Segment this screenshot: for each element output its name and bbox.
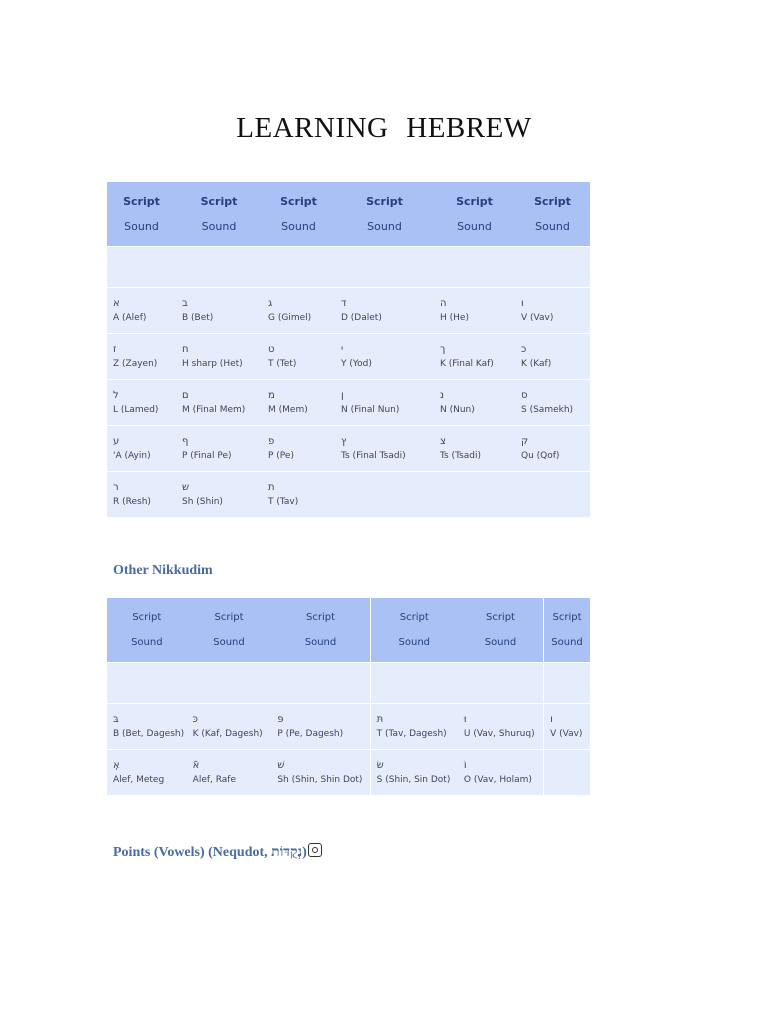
letter-cell xyxy=(335,288,434,334)
letter-cell xyxy=(107,704,187,750)
hebrew-glyph: בּ xyxy=(113,714,119,725)
letter-cell xyxy=(262,472,335,518)
hebrew-glyph: שׁ xyxy=(277,760,285,771)
letter-cell xyxy=(515,380,590,426)
letter-sound: T (Tet) xyxy=(268,359,297,369)
hebrew-glyph: ן xyxy=(341,390,344,401)
letter-cell xyxy=(544,750,590,796)
header-cell: Script Sound xyxy=(456,195,493,233)
letter-sound: S (Samekh) xyxy=(521,405,574,415)
table-header-row xyxy=(107,598,590,663)
letter-cell xyxy=(176,426,262,472)
other-nikkudim-table xyxy=(107,598,590,795)
letter-sound: Y (Yod) xyxy=(341,359,372,369)
letter-sound: T (Tav, Dagesh) xyxy=(376,729,447,739)
letter-sound: Ts (Tsadi) xyxy=(440,451,482,461)
letter-cell xyxy=(176,380,262,426)
header-cell: Script Sound xyxy=(370,598,458,663)
letter-sound: Alef, Rafe xyxy=(192,775,237,785)
letter-sound: G (Gimel) xyxy=(268,313,312,323)
hebrew-glyph: פ xyxy=(268,436,275,447)
hebrew-glyph: ך xyxy=(440,344,446,355)
letter-sound: T (Tav) xyxy=(268,497,299,507)
letter-sound: Sh (Shin) xyxy=(182,497,223,507)
table-row xyxy=(107,426,590,472)
letter-cell xyxy=(434,288,515,334)
letter-sound: K (Kaf, Dagesh) xyxy=(192,729,263,739)
letter-cell xyxy=(515,426,590,472)
letter-sound: Z (Zayen) xyxy=(113,359,158,369)
letter-sound: R (Resh) xyxy=(113,497,151,507)
hebrew-glyph: ו xyxy=(521,298,524,309)
letter-cell xyxy=(434,334,515,380)
header-cell: Script Sound xyxy=(123,195,160,233)
letter-cell xyxy=(335,334,434,380)
letter-sound: Alef, Meteg xyxy=(113,775,165,785)
letter-cell xyxy=(515,472,590,518)
letter-cell xyxy=(262,334,335,380)
blank-row xyxy=(107,663,590,704)
hebrew-glyph: כ xyxy=(521,344,527,355)
letter-cell xyxy=(262,380,335,426)
hebrew-glyph: ץ xyxy=(341,436,347,447)
letter-cell xyxy=(107,426,176,472)
header-cell: Script Sound xyxy=(534,195,571,233)
hebrew-glyph: שׂ xyxy=(376,760,384,771)
header-cell: Script Sound xyxy=(280,195,317,233)
table-header-row xyxy=(107,182,590,247)
hebrew-glyph: ש xyxy=(182,482,190,493)
hebrew-glyph: וּ xyxy=(463,714,467,725)
letter-cell xyxy=(187,750,272,796)
letter-sound: U (Vav, Shuruq) xyxy=(463,729,535,739)
header-cell: Script Sound xyxy=(131,612,163,648)
letter-sound: O (Vav, Holam) xyxy=(463,775,532,785)
hebrew-glyph: א xyxy=(113,298,120,309)
hebrew-glyph: צ xyxy=(440,436,446,447)
letter-cell xyxy=(107,288,176,334)
letter-cell xyxy=(335,380,434,426)
hebrew-glyph: ז xyxy=(113,344,117,355)
header-cell: Script Sound xyxy=(200,195,238,233)
letter-cell xyxy=(335,426,434,472)
other-nikkudim-heading: Other Nikkudim xyxy=(113,563,213,578)
letter-sound: B (Bet, Dagesh) xyxy=(113,729,185,739)
table-row xyxy=(107,334,590,380)
table-row xyxy=(107,380,590,426)
letter-sound: Sh (Shin, Shin Dot) xyxy=(277,775,363,785)
letter-sound: V (Vav) xyxy=(550,729,583,739)
hebrew-glyph: ד xyxy=(341,298,347,309)
settings-gear-icon[interactable] xyxy=(308,843,322,857)
letter-cell xyxy=(271,704,370,750)
hebrew-glyph: כּ xyxy=(192,714,198,725)
letter-sound: 'A (Ayin) xyxy=(113,451,151,461)
letter-sound: D (Dalet) xyxy=(341,313,382,323)
points-vowels-heading-text: Points (Vowels) (Nequdot, נְקֻדּוֹת) xyxy=(113,845,307,860)
letter-cell xyxy=(271,750,370,796)
table-row xyxy=(107,288,590,334)
page-title: LEARNING HEBREW xyxy=(236,112,532,144)
letter-sound: B (Bet) xyxy=(182,313,214,323)
letter-sound: P (Pe, Dagesh) xyxy=(277,729,344,739)
hebrew-glyph: ף xyxy=(182,436,189,447)
letter-sound: S (Shin, Sin Dot) xyxy=(376,775,451,785)
letter-sound: K (Final Kaf) xyxy=(440,359,494,369)
letter-cell xyxy=(544,704,590,750)
letter-sound: P (Pe) xyxy=(268,451,294,461)
hebrew-glyph: ק xyxy=(521,436,529,447)
hebrew-glyph: ח xyxy=(182,344,189,355)
letter-cell xyxy=(107,750,187,796)
letter-cell xyxy=(515,334,590,380)
table-row xyxy=(107,704,590,750)
letter-cell xyxy=(434,380,515,426)
hebrew-glyph: ל xyxy=(113,390,119,401)
letter-cell xyxy=(187,704,272,750)
letter-sound: K (Kaf) xyxy=(521,359,552,369)
header-cell: Script Sound xyxy=(213,612,245,648)
header-cell: Script Sound xyxy=(484,612,517,648)
letter-sound: P (Final Pe) xyxy=(182,451,232,461)
hebrew-glyph: נ xyxy=(440,390,445,401)
letter-sound: Ts (Final Tsadi) xyxy=(341,451,406,461)
hebrew-alphabet-table xyxy=(107,182,590,517)
hebrew-glyph: וֹ xyxy=(463,760,467,771)
hebrew-glyph: פּ xyxy=(277,714,284,725)
header-cell: Script Sound xyxy=(544,598,590,663)
letter-sound: M (Mem) xyxy=(268,405,308,415)
hebrew-glyph: ו xyxy=(550,714,553,725)
letter-cell xyxy=(107,380,176,426)
hebrew-glyph: ב xyxy=(182,298,188,309)
letter-cell xyxy=(176,288,262,334)
letter-cell xyxy=(458,704,544,750)
letter-sound: Qu (Qof) xyxy=(521,451,560,461)
hebrew-glyph: י xyxy=(341,344,344,355)
hebrew-glyph: תּ xyxy=(376,714,384,725)
letter-cell xyxy=(434,426,515,472)
hebrew-glyph: ת xyxy=(268,482,275,493)
letter-sound: V (Vav) xyxy=(521,313,554,323)
letter-cell xyxy=(335,472,434,518)
letter-cell xyxy=(176,472,262,518)
header-cell: Script Sound xyxy=(366,195,403,233)
letter-cell xyxy=(107,334,176,380)
letter-cell xyxy=(370,704,458,750)
hebrew-glyph: אֿ xyxy=(192,760,200,771)
hebrew-glyph: ר xyxy=(113,482,119,493)
letter-cell xyxy=(458,750,544,796)
table-row xyxy=(107,750,590,796)
hebrew-glyph: ג xyxy=(268,298,273,309)
hebrew-glyph: אֽ xyxy=(113,760,120,771)
letter-cell xyxy=(262,426,335,472)
letter-sound: N (Final Nun) xyxy=(341,405,400,415)
hebrew-glyph: ה xyxy=(440,298,447,309)
hebrew-glyph: ס xyxy=(521,390,528,401)
letter-sound: L (Lamed) xyxy=(113,405,159,415)
letter-cell xyxy=(515,288,590,334)
letter-cell xyxy=(107,472,176,518)
letter-sound: H sharp (Het) xyxy=(182,359,243,369)
letter-sound: A (Alef) xyxy=(113,313,147,323)
points-vowels-heading xyxy=(113,843,322,861)
hebrew-glyph: ט xyxy=(268,344,275,355)
letter-cell xyxy=(370,750,458,796)
hebrew-glyph: מ xyxy=(268,390,275,401)
letter-cell xyxy=(262,288,335,334)
letter-cell xyxy=(434,472,515,518)
letter-cell xyxy=(176,334,262,380)
letter-sound: N (Nun) xyxy=(440,405,475,415)
letter-sound: H (He) xyxy=(440,313,469,323)
header-cell: Script Sound xyxy=(304,612,337,648)
blank-row xyxy=(107,247,590,288)
hebrew-glyph: ם xyxy=(182,390,189,401)
hebrew-glyph: ע xyxy=(113,436,120,447)
table-row xyxy=(107,472,590,518)
letter-sound: M (Final Mem) xyxy=(182,405,246,415)
